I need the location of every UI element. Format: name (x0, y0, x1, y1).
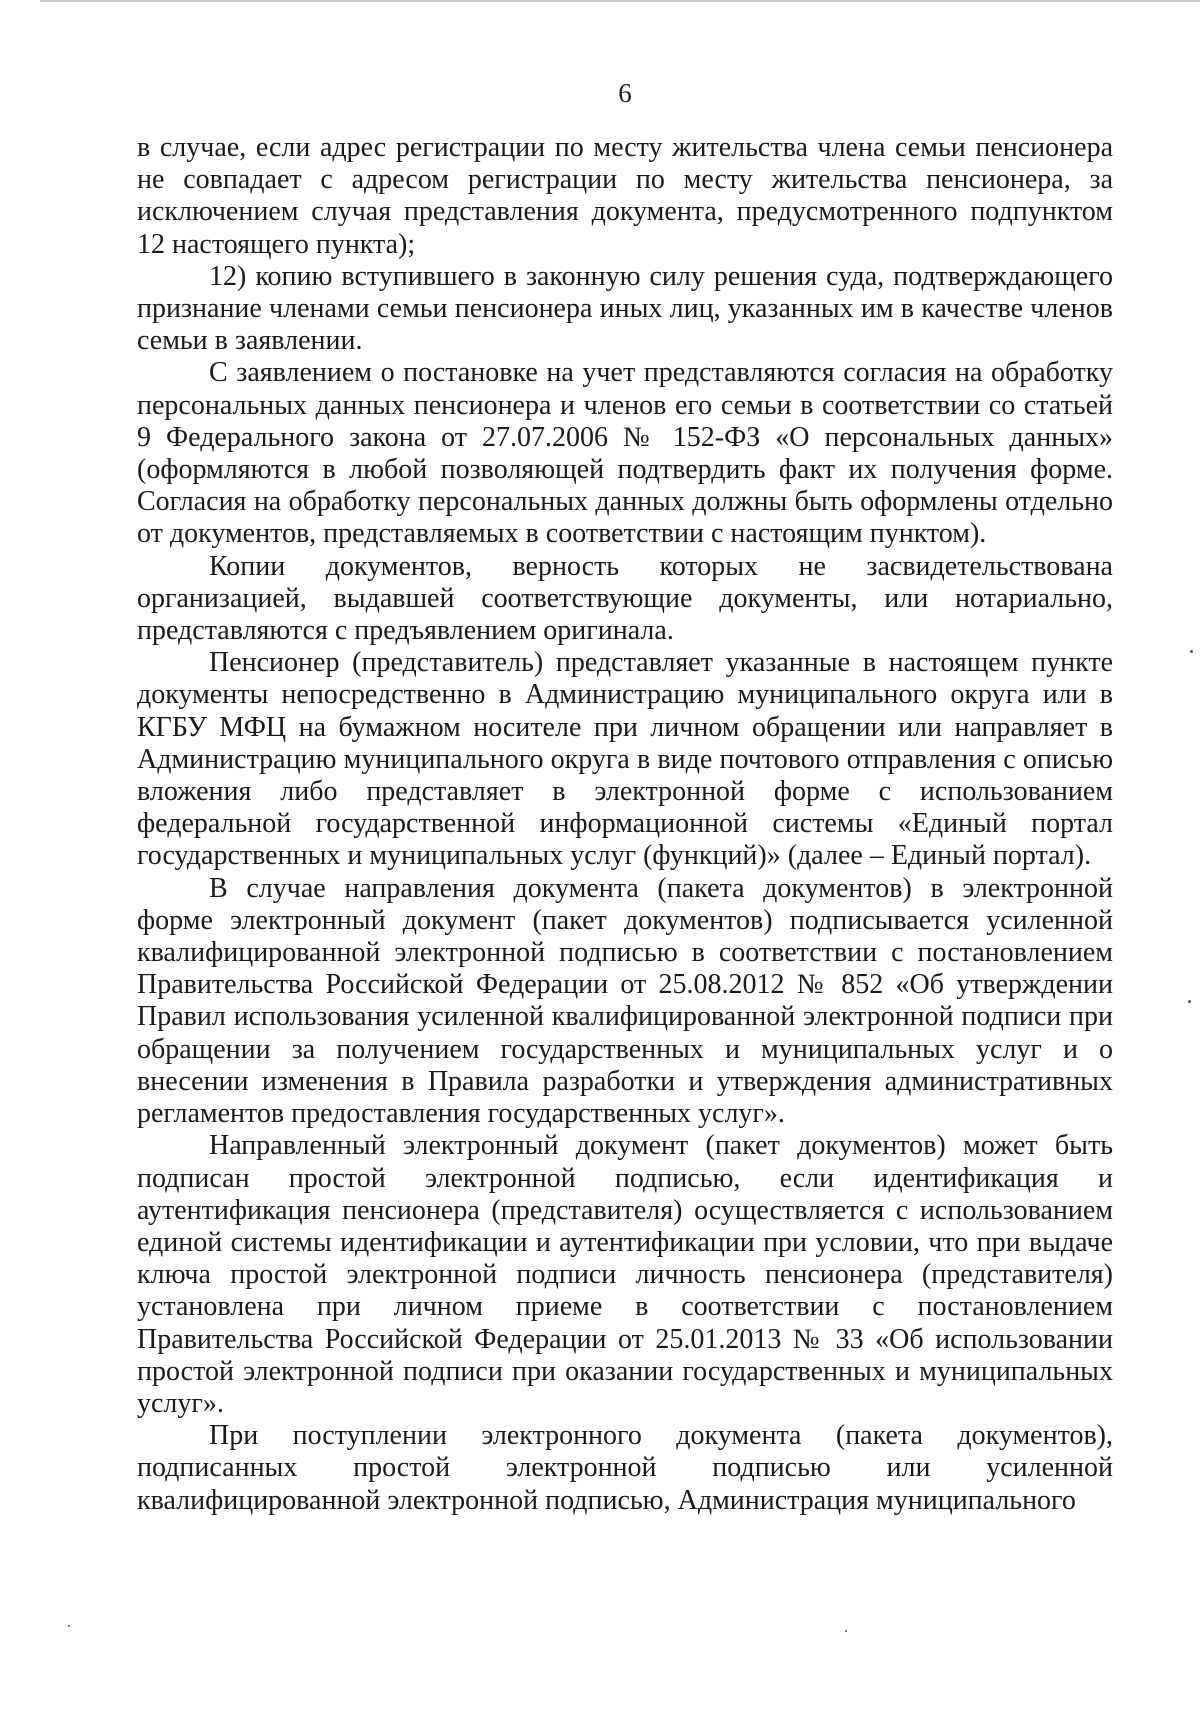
scan-speck (68, 1625, 70, 1627)
scan-speck (1188, 1000, 1191, 1003)
scan-top-edge (40, 0, 1200, 2)
paragraph: В случае направления документа (пакета документов) в электронной форме электронный документ (пакет документов) подписывается усиленной квалифицированной электронной подписью в соответствии с постановлением Правительства Российской Федерации от 25.08.2012 № 852 «Об утверждении Правил использования усиленной квалифицированной электронной подписи при обращении за получением государственных и муниципальных услуг и о внесении изменения в Правила разработки и утверждения административных регламентов предоставления государственных услуг». (137, 872, 1113, 1130)
paragraph: в случае, если адрес регистрации по месту жительства члена семьи пенсионера не совпадает с адресом регистрации по месту жительства пенсионера, за исключением случая представления документа, предусмотренного подпунктом 12 настоящего пункта); (137, 132, 1113, 260)
page-number: 6 (618, 78, 632, 108)
paragraph: С заявлением о постановке на учет представляются согласия на обработку персональных данных пенсионера и членов его семьи в соответствии со статьей 9 Федерального закона от 27.07.2006 № 152-ФЗ «О персональных данных» (оформляются в любой позволяющей подтвердить факт их получения форме. Согласия на обработку персональных данных должны быть оформлены отдельно от документов, представляемых в соответствии с настоящим пунктом). (137, 357, 1113, 550)
scan-speck (1190, 650, 1193, 653)
paragraph: Пенсионер (представитель) представляет указанные в настоящем пункте документы непосредственно в Администрацию муниципального округа или в КГБУ МФЦ на бумажном носителе при личном обращении или направляет в Администрацию муниципального округа в виде почтового отправления с описью вложения либо представляет в электронной форме с использованием федеральной государственной информационной системы «Единый портал государственных и муниципальных услуг (функций)» (далее – Единый портал). (137, 647, 1113, 872)
paragraph: 12) копию вступившего в законную силу решения суда, подтверждающего признание членами семьи пенсионера иных лиц, указанных им в качестве членов семьи в заявлении. (137, 260, 1113, 357)
paragraph: Направленный электронный документ (пакет документов) может быть подписан простой электронной подписью, если идентификация и аутентификация пенсионера (представителя) осуществляется с использованием единой системы идентификации и аутентификации при условии, что при выдаче ключа простой электронной подписи личность пенсионера (представителя) установлена при личном приеме в соответствии с постановлением Правительства Российской Федерации от 25.01.2013 № 33 «Об использовании простой электронной подписи при оказании государственных и муниципальных услуг». (137, 1130, 1113, 1419)
paragraph: Копии документов, верность которых не засвидетельствована организацией, выдавшей соответствующие документы, или нотариально, представляются с предъявлением оригинала. (137, 550, 1113, 647)
document-body (137, 132, 1113, 1517)
paragraph: При поступлении электронного документа (пакета документов), подписанных простой электронной подписью или усиленной квалифицированной электронной подписью, Администрация муниципального (137, 1420, 1113, 1516)
scan-speck (845, 1630, 847, 1632)
